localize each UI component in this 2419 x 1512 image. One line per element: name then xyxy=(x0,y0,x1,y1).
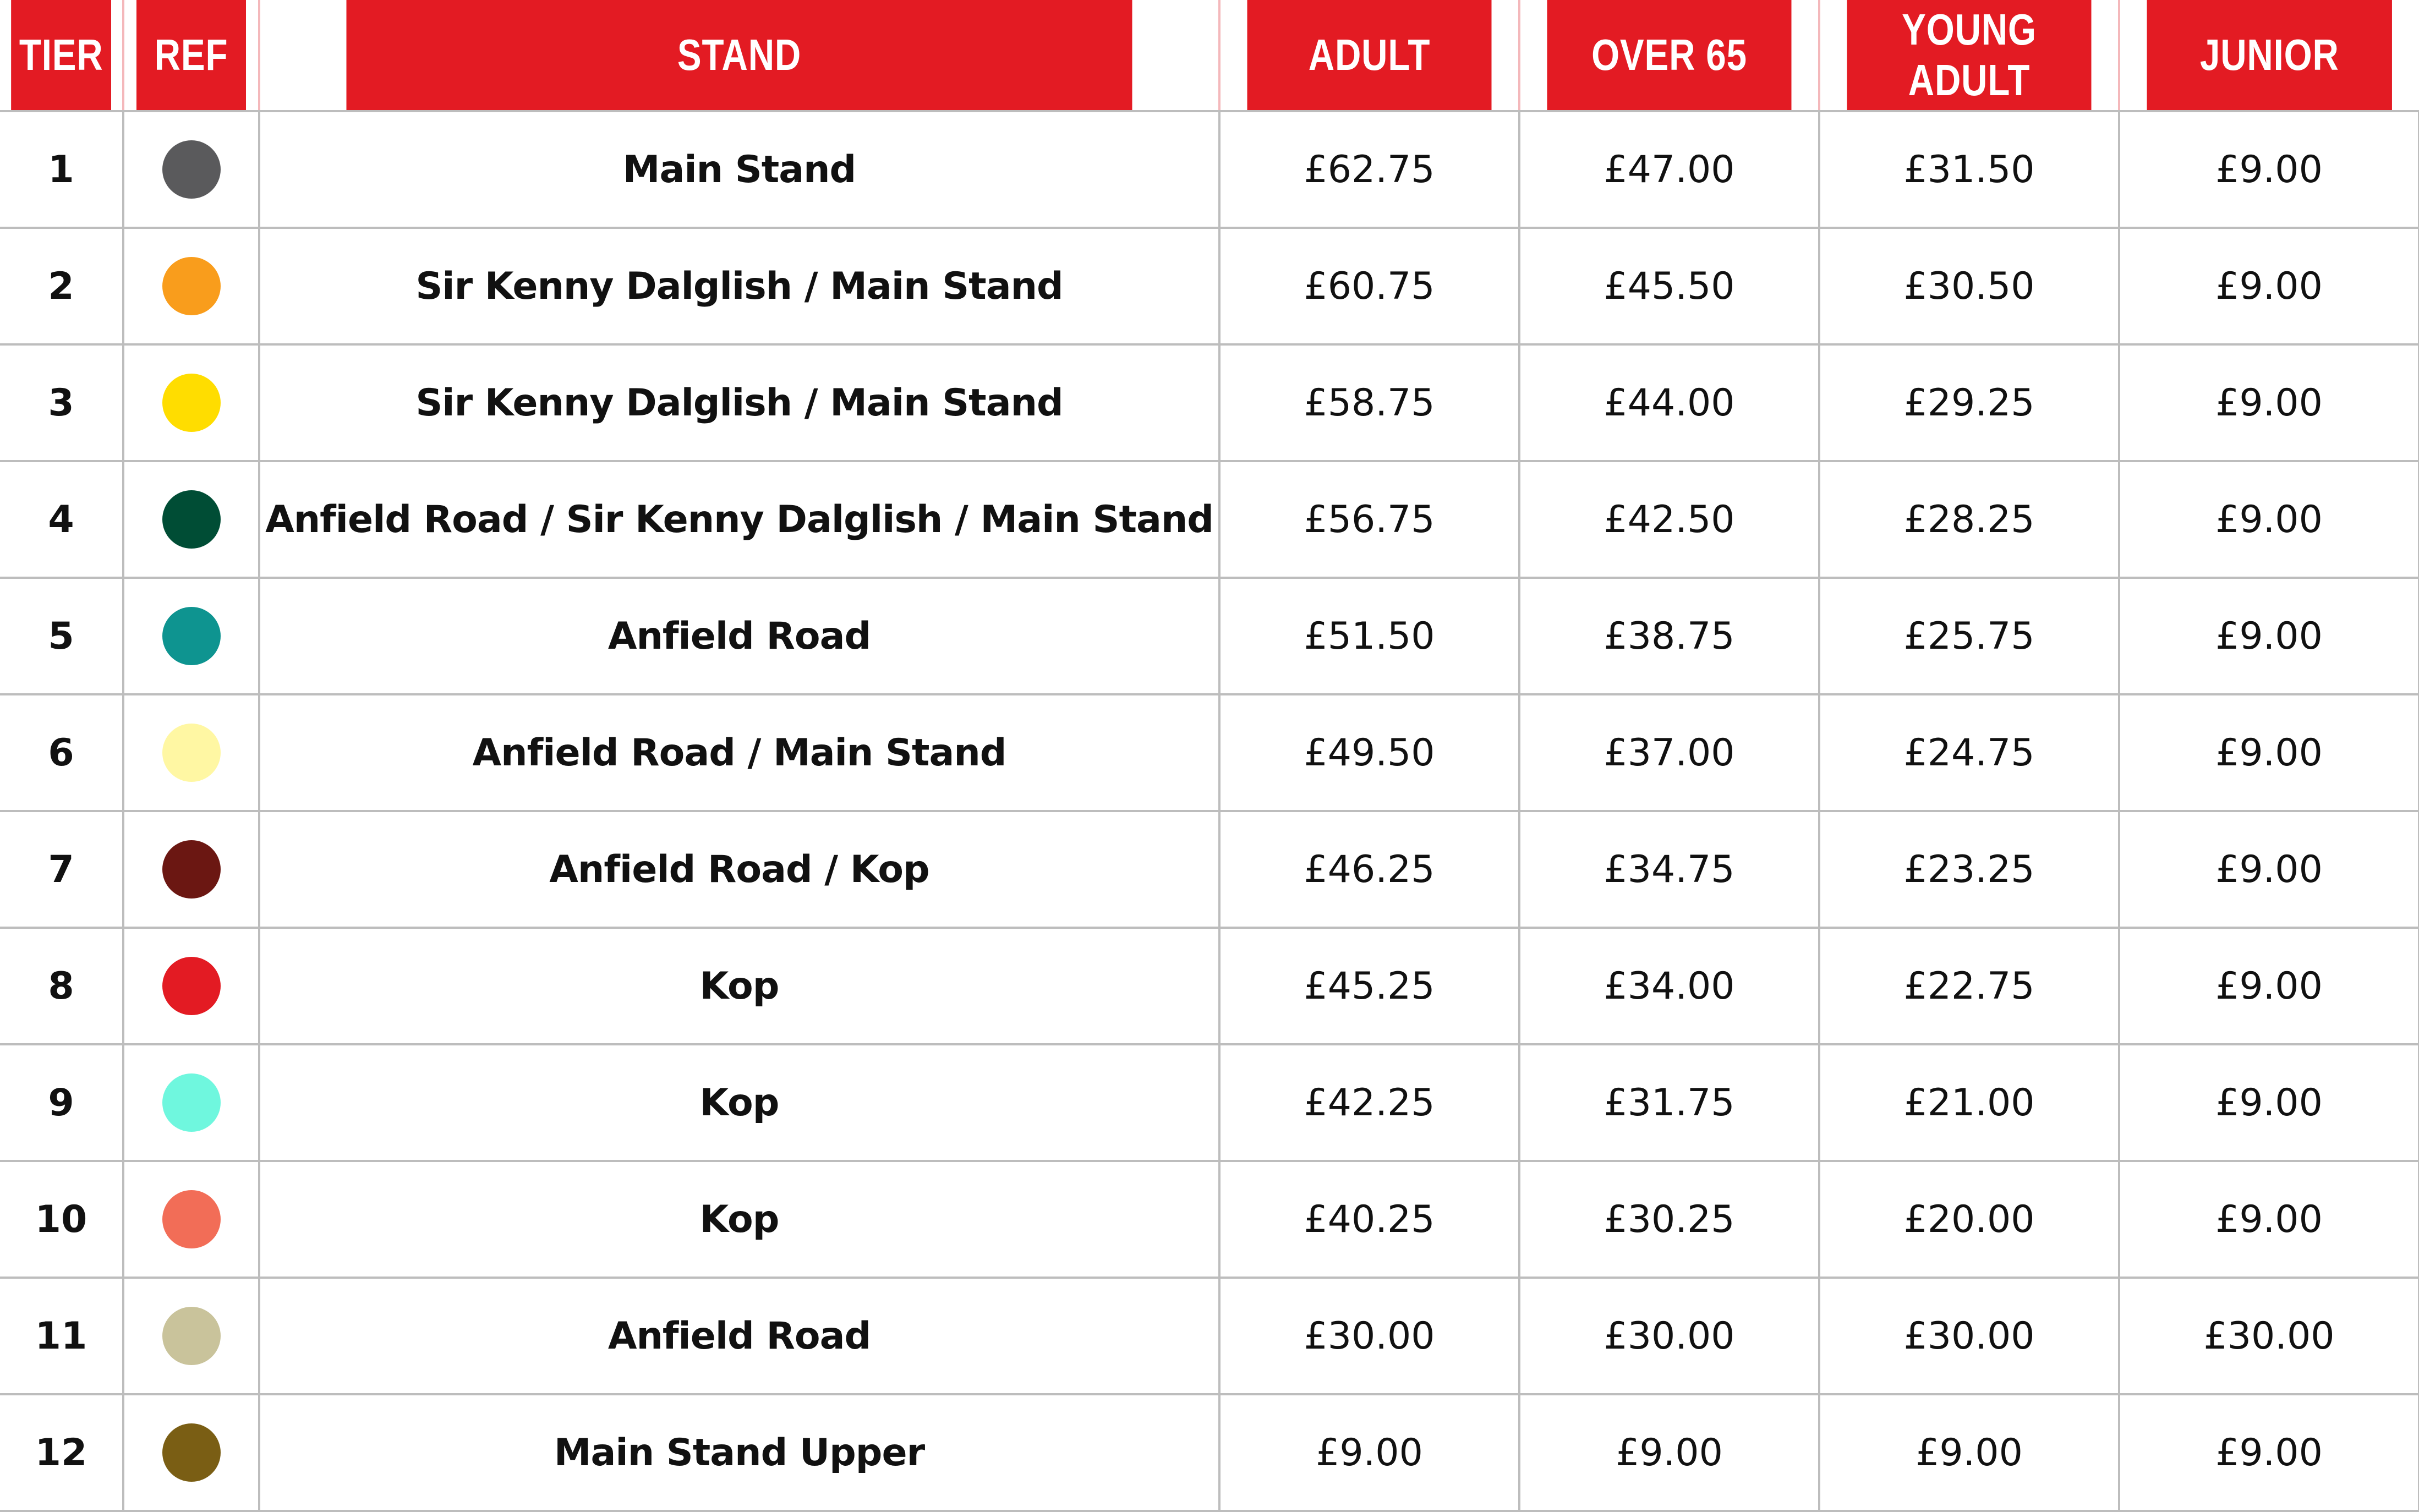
over-65-price-cell: £42.50 xyxy=(1519,461,1819,578)
over-65-price-cell: £34.75 xyxy=(1519,811,1819,928)
stand-cell: Anfield Road / Main Stand xyxy=(259,694,1219,811)
stand-cell: Main Stand Upper xyxy=(259,1394,1219,1511)
ref-color-dot xyxy=(162,1307,221,1365)
junior-price-cell: £9.00 xyxy=(2119,461,2419,578)
adult-price-cell: £45.25 xyxy=(1219,928,1519,1044)
tier-cell: 10 xyxy=(0,1161,123,1278)
stand-cell: Anfield Road xyxy=(259,1278,1219,1394)
header-young-adult: YOUNG ADULT xyxy=(1846,0,2092,111)
over-65-price-cell: £37.00 xyxy=(1519,694,1819,811)
header-adult: ADULT xyxy=(1246,0,1492,111)
adult-price-cell: £49.50 xyxy=(1219,694,1519,811)
ref-color-dot xyxy=(162,490,221,549)
ref-cell xyxy=(123,461,259,578)
table-row xyxy=(0,694,2419,811)
adult-price-cell: £46.25 xyxy=(1219,811,1519,928)
over-65-price-cell: £38.75 xyxy=(1519,578,1819,694)
young-adult-price-cell: £29.25 xyxy=(1819,344,2119,461)
junior-price-cell: £9.00 xyxy=(2119,111,2419,228)
stand-cell: Anfield Road / Kop xyxy=(259,811,1219,928)
stand-cell: Sir Kenny Dalglish / Main Stand xyxy=(259,228,1219,344)
tier-cell: 3 xyxy=(0,344,123,461)
stand-cell: Kop xyxy=(259,928,1219,1044)
adult-price-cell: £30.00 xyxy=(1219,1278,1519,1394)
over-65-price-cell: £31.75 xyxy=(1519,1044,1819,1161)
over-65-price-cell: £44.00 xyxy=(1519,344,1819,461)
header-over-65: OVER 65 xyxy=(1546,0,1792,111)
junior-price-cell: £9.00 xyxy=(2119,1161,2419,1278)
table-row xyxy=(0,111,2419,228)
junior-price-cell: £9.00 xyxy=(2119,694,2419,811)
ref-cell xyxy=(123,694,259,811)
table-row xyxy=(0,344,2419,461)
stand-cell: Kop xyxy=(259,1161,1219,1278)
header-tier: TIER xyxy=(11,0,112,111)
ref-cell xyxy=(123,1278,259,1394)
tier-cell: 11 xyxy=(0,1278,123,1394)
young-adult-price-cell: £21.00 xyxy=(1819,1044,2119,1161)
junior-price-cell: £9.00 xyxy=(2119,928,2419,1044)
table-row xyxy=(0,1278,2419,1394)
ref-cell xyxy=(123,111,259,228)
header-stand: STAND xyxy=(346,0,1133,111)
junior-price-cell: £9.00 xyxy=(2119,344,2419,461)
over-65-price-cell: £30.00 xyxy=(1519,1278,1819,1394)
young-adult-price-cell: £30.00 xyxy=(1819,1278,2119,1394)
tier-cell: 12 xyxy=(0,1394,123,1511)
ref-color-dot xyxy=(162,140,221,199)
adult-price-cell: £40.25 xyxy=(1219,1161,1519,1278)
young-adult-price-cell: £28.25 xyxy=(1819,461,2119,578)
over-65-price-cell: £34.00 xyxy=(1519,928,1819,1044)
ref-cell xyxy=(123,1044,259,1161)
over-65-price-cell: £45.50 xyxy=(1519,228,1819,344)
ref-cell xyxy=(123,928,259,1044)
junior-price-cell: £9.00 xyxy=(2119,1044,2419,1161)
adult-price-cell: £9.00 xyxy=(1219,1394,1519,1511)
stand-cell: Kop xyxy=(259,1044,1219,1161)
tier-cell: 2 xyxy=(0,228,123,344)
adult-price-cell: £56.75 xyxy=(1219,461,1519,578)
tier-cell: 6 xyxy=(0,694,123,811)
ref-color-dot xyxy=(162,257,221,315)
tier-cell: 8 xyxy=(0,928,123,1044)
junior-price-cell: £9.00 xyxy=(2119,811,2419,928)
ref-color-dot xyxy=(162,957,221,1015)
adult-price-cell: £42.25 xyxy=(1219,1044,1519,1161)
over-65-price-cell: £47.00 xyxy=(1519,111,1819,228)
over-65-price-cell: £9.00 xyxy=(1519,1394,1819,1511)
young-adult-price-cell: £23.25 xyxy=(1819,811,2119,928)
tier-cell: 9 xyxy=(0,1044,123,1161)
tier-cell: 4 xyxy=(0,461,123,578)
table-row xyxy=(0,578,2419,694)
adult-price-cell: £58.75 xyxy=(1219,344,1519,461)
table-header-row xyxy=(0,0,2419,111)
ref-color-dot xyxy=(162,1073,221,1132)
over-65-price-cell: £30.25 xyxy=(1519,1161,1819,1278)
ref-cell xyxy=(123,228,259,344)
young-adult-price-cell: £31.50 xyxy=(1819,111,2119,228)
young-adult-price-cell: £22.75 xyxy=(1819,928,2119,1044)
stand-cell: Main Stand xyxy=(259,111,1219,228)
ref-color-dot xyxy=(162,1190,221,1248)
table-row xyxy=(0,928,2419,1044)
ref-cell xyxy=(123,1394,259,1511)
header-ref: REF xyxy=(135,0,247,111)
ref-cell xyxy=(123,811,259,928)
junior-price-cell: £9.00 xyxy=(2119,578,2419,694)
stand-cell: Sir Kenny Dalglish / Main Stand xyxy=(259,344,1219,461)
young-adult-price-cell: £25.75 xyxy=(1819,578,2119,694)
ref-color-dot xyxy=(162,724,221,782)
header-junior: JUNIOR xyxy=(2146,0,2392,111)
young-adult-price-cell: £9.00 xyxy=(1819,1394,2119,1511)
junior-price-cell: £9.00 xyxy=(2119,1394,2419,1511)
table-row xyxy=(0,811,2419,928)
tier-cell: 1 xyxy=(0,111,123,228)
tier-cell: 5 xyxy=(0,578,123,694)
ref-color-dot xyxy=(162,840,221,899)
table-row xyxy=(0,1394,2419,1511)
ref-cell xyxy=(123,1161,259,1278)
table-row xyxy=(0,1161,2419,1278)
ref-color-dot xyxy=(162,1423,221,1482)
tier-cell: 7 xyxy=(0,811,123,928)
junior-price-cell: £30.00 xyxy=(2119,1278,2419,1394)
adult-price-cell: £62.75 xyxy=(1219,111,1519,228)
adult-price-cell: £51.50 xyxy=(1219,578,1519,694)
ref-cell xyxy=(123,344,259,461)
junior-price-cell: £9.00 xyxy=(2119,228,2419,344)
adult-price-cell: £60.75 xyxy=(1219,228,1519,344)
table-row xyxy=(0,461,2419,578)
ref-color-dot xyxy=(162,607,221,665)
young-adult-price-cell: £30.50 xyxy=(1819,228,2119,344)
ref-cell xyxy=(123,578,259,694)
ref-color-dot xyxy=(162,374,221,432)
young-adult-price-cell: £20.00 xyxy=(1819,1161,2119,1278)
table-row xyxy=(0,1044,2419,1161)
stand-cell: Anfield Road / Sir Kenny Dalglish / Main Stand xyxy=(259,461,1219,578)
young-adult-price-cell: £24.75 xyxy=(1819,694,2119,811)
table-row xyxy=(0,228,2419,344)
stand-cell: Anfield Road xyxy=(259,578,1219,694)
